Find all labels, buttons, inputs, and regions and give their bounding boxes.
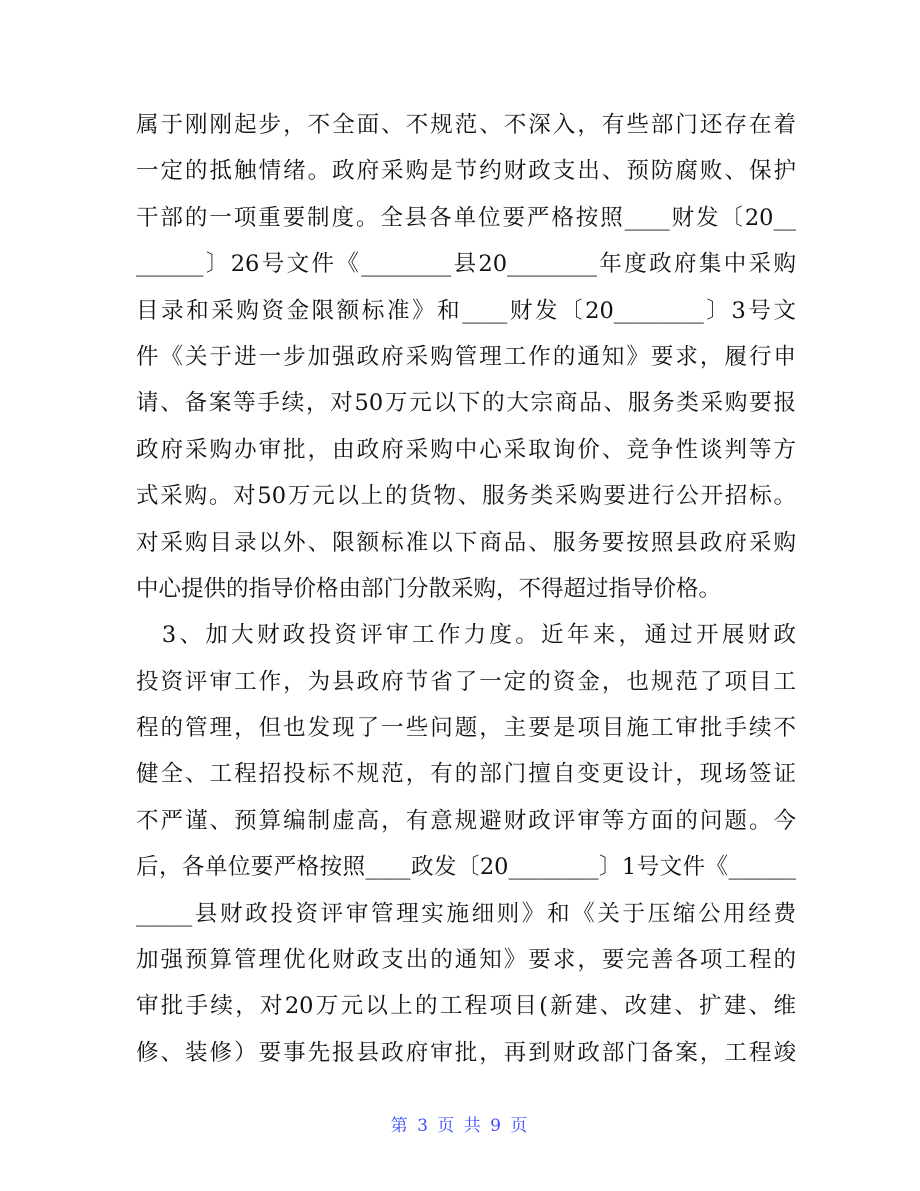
text-line: 目录和采购资金限额标准》和____财发〔20________〕3号文 bbox=[136, 297, 796, 324]
text-line: 中心提供的指导价格由部门分散采购，不得超过指导价格。 bbox=[136, 575, 722, 602]
text-line: 属于刚刚起步，不全面、不规范、不深入，有些部门还存在着 bbox=[136, 112, 796, 138]
text-line: 干部的一项重要制度。全县各单位要严格按照____财发〔20__ bbox=[136, 204, 796, 231]
text-line: 加强预算管理优化财政支出的通知》要求，要完善各项工程的 bbox=[136, 947, 796, 974]
text-line: 修、装修）要事先报县政府审批，再到财政部门备案，工程竣 bbox=[136, 1039, 796, 1066]
text-line: 请、备案等手续，对50万元以下的大宗商品、服务类采购要报 bbox=[136, 390, 796, 417]
body-text bbox=[136, 102, 796, 1076]
text-line: 健全、工程招投标不规范，有的部门擅自变更设计，现场签证 bbox=[136, 761, 796, 788]
text-line: 投资评审工作，为县政府节省了一定的资金，也规范了项目工 bbox=[136, 668, 796, 695]
text-line: 后，各单位要严格按照____政发〔20________〕1号文件《______ bbox=[136, 854, 796, 881]
text-line: 3、加大财政投资评审工作力度。近年来，通过开展财政 bbox=[136, 622, 796, 649]
text-line: 不严谨、预算编制虚高，有意规避财政评审等方面的问题。今 bbox=[136, 807, 796, 834]
text-line: 审批手续，对20万元以上的工程项目(新建、改建、扩建、维 bbox=[136, 993, 796, 1020]
text-line: ______〕26号文件《________县20________年度政府集中采购 bbox=[136, 251, 796, 278]
text-line: _____县财政投资评审管理实施细则》和《关于压缩公用经费 bbox=[136, 900, 796, 927]
text-line: 对采购目录以外、限额标准以下商品、服务要按照县政府采购 bbox=[136, 529, 796, 556]
text-line: 一定的抵触情绪。政府采购是节约财政支出、预防腐败、保护 bbox=[136, 158, 796, 185]
text-line: 式采购。对50万元以上的货物、服务类采购要进行公开招标。 bbox=[136, 483, 796, 510]
text-line: 件《关于进一步加强政府采购管理工作的通知》要求，履行申 bbox=[136, 343, 796, 370]
text-line: 政府采购办审批，由政府采购中心采取询价、竞争性谈判等方 bbox=[136, 436, 796, 463]
page-footer: 第 3 页 共 9 页 bbox=[390, 1116, 530, 1136]
text-line: 程的管理，但也发现了一些问题，主要是项目施工审批手续不 bbox=[136, 715, 796, 742]
